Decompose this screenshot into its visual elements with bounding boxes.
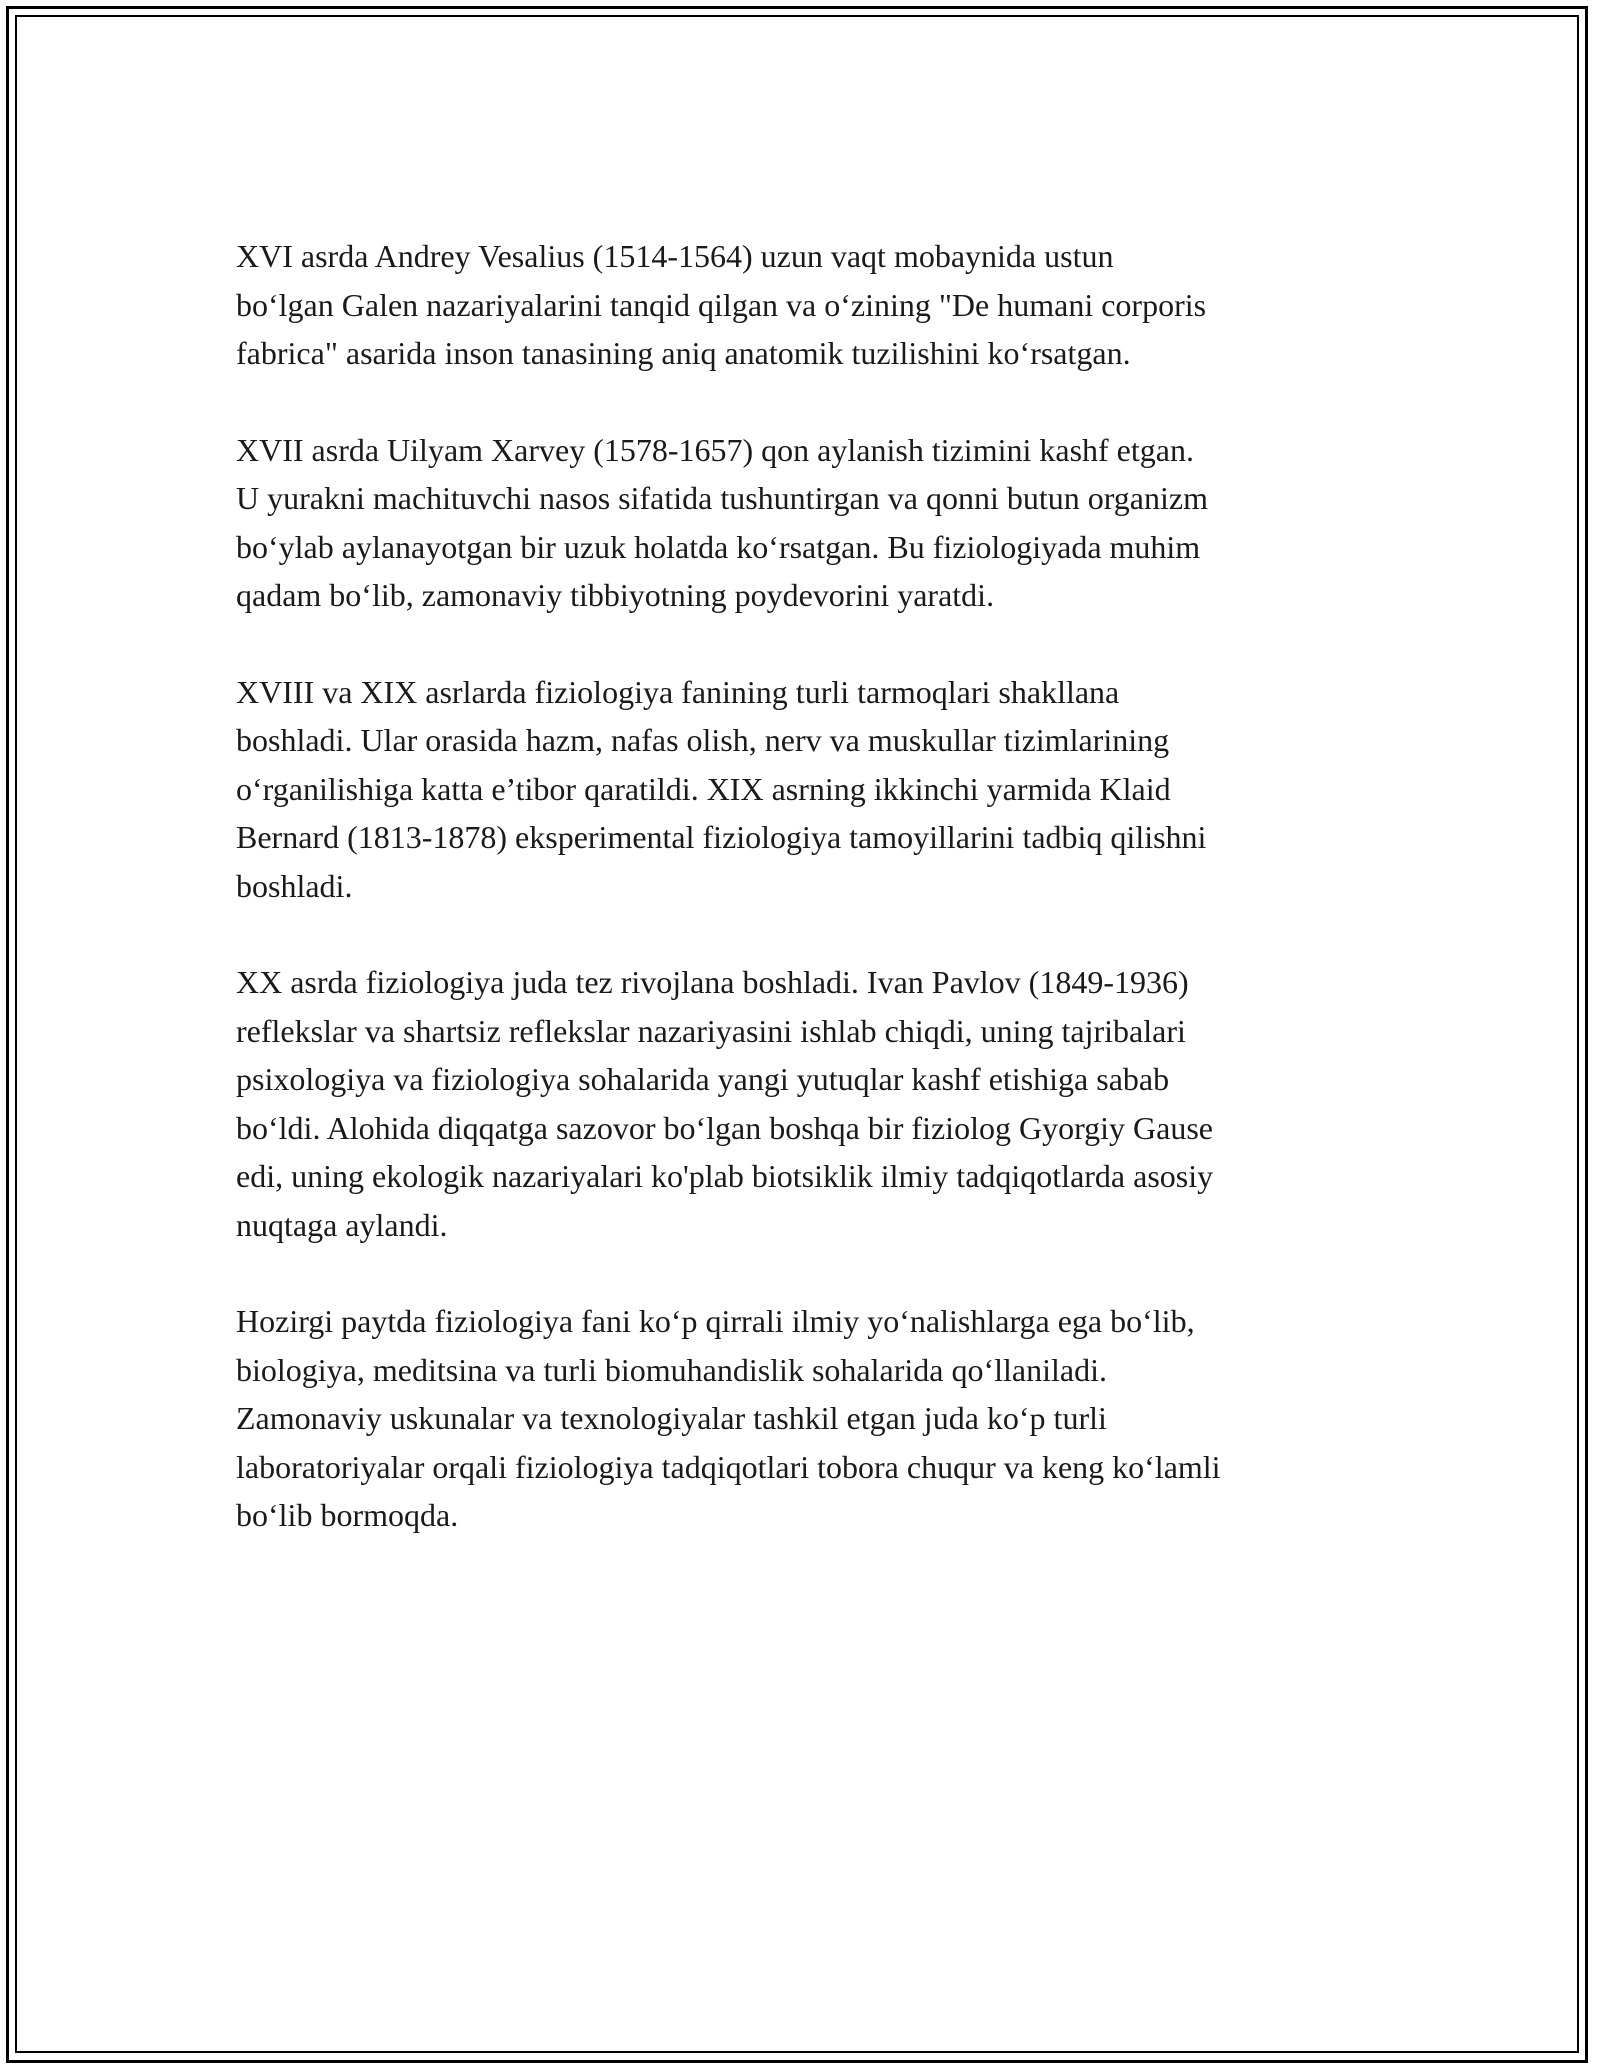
paragraph-harvey: XVII asrda Uilyam Xarvey (1578-1657) qon aylanish tizimini kashf etgan. U yurakni machituvchi nasos sifatida tushuntirgan va qonni butun organizm bo‘ylab aylanayotgan bir uzuk holatda ko‘rsatgan. Bu fiziologiyada muhim qadam bo‘lib, zamonaviy tibbiyotning poydevorini yaratdi. — [236, 431, 1208, 613]
paragraph-vesalius: XVI asrda Andrey Vesalius (1514-1564) uzun vaqt mobaynida ustun bo‘lgan Galen nazariyalarini tanqid qilgan va o‘zining "De humani corporis fabrica" asarida inson tanasining aniq anatomik tuzilishini ko‘rsatgan. — [236, 238, 1207, 371]
paragraph-18th-19th-century: XVIII va XIX asrlarda fiziologiya fanining turli tarmoqlari shakllana boshladi. Ular orasida hazm, nafas olish, nerv va muskullar tizimlarining o‘rganilishiga katta e’tibor qaratildi. XIX asrning ikkinchi yarmida Klaid Bernard (1813-1878) eksperimental fiziologiya tamoyillarini tadbiq qilishni boshladi. — [236, 673, 1207, 904]
paragraph-modern-physiology: Hozirgi paytda fiziologiya fani ko‘p qirrali ilmiy yo‘nalishlarga ega bo‘lib, biologiya, meditsina va turli biomuhandislik sohalarida qo‘llaniladi. Zamonaviy uskunalar va texnologiyalar tashkil etgan juda ko‘p turli laboratoriyalar orqali fiziologiya tadqiqotlari tobora chuqur va keng ko‘lamli bo‘lib bormoqda. — [236, 1303, 1221, 1533]
paragraph-20th-century: XX asrda fiziologiya juda tez rivojlana boshladi. Ivan Pavlov (1849-1936) reflekslar va shartsiz reflekslar nazariyasini ishlab chiqdi, uning tajribalari psixologiya va fiziologiya sohalarida yangi yutuqlar kashf etishiga sabab bo‘ldi. Alohida diqqatga sazovor bo‘lgan boshqa bir fiziolog Gyorgiy Gause edi, uning ekologik nazariyalari ko'plab biotsiklik ilmiy tadqiqotlarda asosiy nuqtaga aylandi. — [236, 964, 1214, 1243]
document-body — [236, 232, 1386, 1588]
